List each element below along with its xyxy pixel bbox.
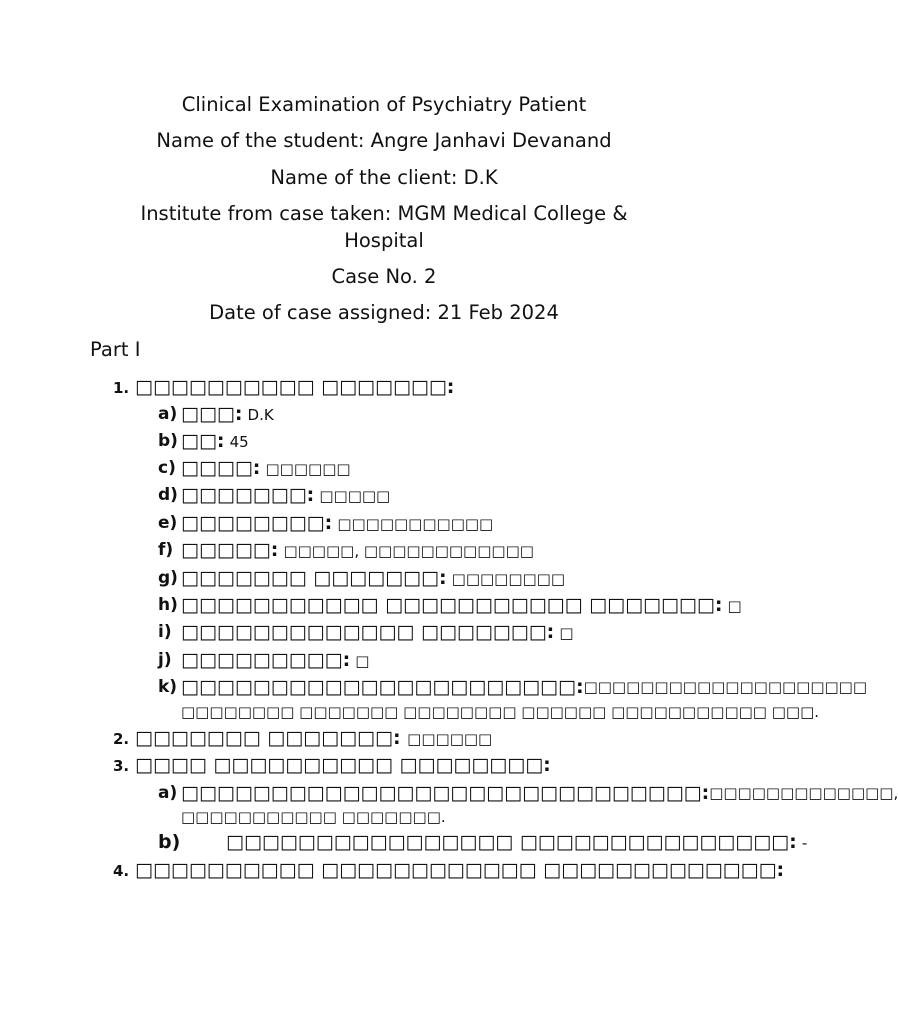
item-value: □□□□□ [319,487,391,505]
item-key: □□□□□: [181,539,279,561]
item-key: □□□□□□□□□□□□□□□□ □□□□□□□□□□□□□□□: [226,831,797,853]
list-item [181,539,534,562]
list-item [181,594,742,617]
section-title [135,726,492,751]
item-key: □□□□□□□□□□□ □□□□□□□□□□□ □□□□□□□: [181,594,723,616]
item-key: □□□: [181,403,243,425]
section-number: 1. [113,379,130,397]
item-value: - [801,834,808,852]
list-item [181,621,574,644]
item-letter: f) [158,540,174,560]
item-letter: a) [158,404,178,424]
item-key: □□□□□□□□□□□□□ □□□□□□□: [181,621,555,643]
item-letter: h) [158,595,178,615]
item-value: □□□□□□□□□ [583,678,712,696]
case-number: Case No. 2 [331,265,437,288]
section-value: □□□□□□ [407,730,493,748]
list-item [181,484,390,507]
item-value: □□□□□□□□ [709,784,823,802]
item-value: 45 [229,433,249,451]
item-value: □□□□□□□□□□□ [711,678,868,696]
item-key: □□□□□□□ [324,676,451,698]
section-title-text: □□□□□□□ □□□□□□□: [135,727,401,749]
item-key: □□□□□□□□□: [181,649,351,671]
item-value-continuation: □□□□□□□□ □□□□□□□ □□□□□□□□ □□□□□□ □□□□□□□□□□□ □□□. [181,703,820,721]
item-key: □□□□□□□ □□□□□□□: [181,567,447,589]
section-title: □□□□□□□□□□ □□□□□□□: [135,376,455,398]
item-value: □ [559,624,574,642]
section-number: 3. [113,757,130,775]
item-letter: d) [158,485,178,505]
item-key: □□□□□□□□: [181,512,333,534]
item-value: □ [355,652,370,670]
item-letter: b) [158,831,181,853]
client-name: Name of the client: D.K [270,166,498,189]
list-item [181,782,898,804]
item-value: □□□□□, [822,784,898,802]
list-item [181,403,274,426]
item-key: □□□□□□□: [450,676,584,698]
item-key: □□: [181,430,225,452]
institute-line-1: Institute from case taken: MGM Medical College & [140,202,628,225]
list-item [181,676,868,698]
item-letter: i) [158,622,172,642]
list-item [181,567,565,590]
item-value: □□□□□□ [265,460,351,478]
section-title: □□□□□□□□□□ □□□□□□□□□□□□ □□□□□□□□□□□□□: [135,859,785,881]
item-letter: a) [158,783,178,803]
item-value: □□□□□□□□□□□ [337,515,494,533]
item-key: □□□□□□□□ [181,676,325,698]
section-number: 2. [113,730,130,748]
item-letter: j) [158,650,172,670]
item-value: □ [727,597,742,615]
document-title: Clinical Examination of Psychiatry Patient [181,93,587,116]
institute-line-2: Hospital [344,229,424,252]
item-letter: k) [158,677,178,697]
item-letter: g) [158,568,178,588]
item-letter: e) [158,513,178,533]
section-number: 4. [113,862,130,880]
list-item [181,430,249,453]
list-item [181,512,493,535]
item-value: D.K [247,406,274,424]
list-item [181,649,369,672]
case-date: Date of case assigned: 21 Feb 2024 [209,301,559,324]
item-value: □□□□□, □□□□□□□□□□□□ [283,542,534,560]
item-key: □□□□□□□□□□□□□□□□□: [396,782,710,804]
student-name: Name of the student: Angre Janhavi Devanand [156,129,612,152]
part-label: Part I [90,338,141,361]
list-item [226,831,807,854]
item-letter: c) [158,458,176,478]
item-key: □□□□□□□: [181,484,315,506]
item-value-continuation: □□□□□□□□□□□ □□□□□□□. [181,808,446,826]
item-key: □□□□: [181,457,261,479]
item-value: □□□□□□□□ [451,570,566,588]
section-title: □□□□ □□□□□□□□□□ □□□□□□□□: [135,754,551,776]
list-item [181,457,351,480]
item-key: □□□□□□□□□□□□ [181,782,397,804]
item-letter: b) [158,431,178,451]
